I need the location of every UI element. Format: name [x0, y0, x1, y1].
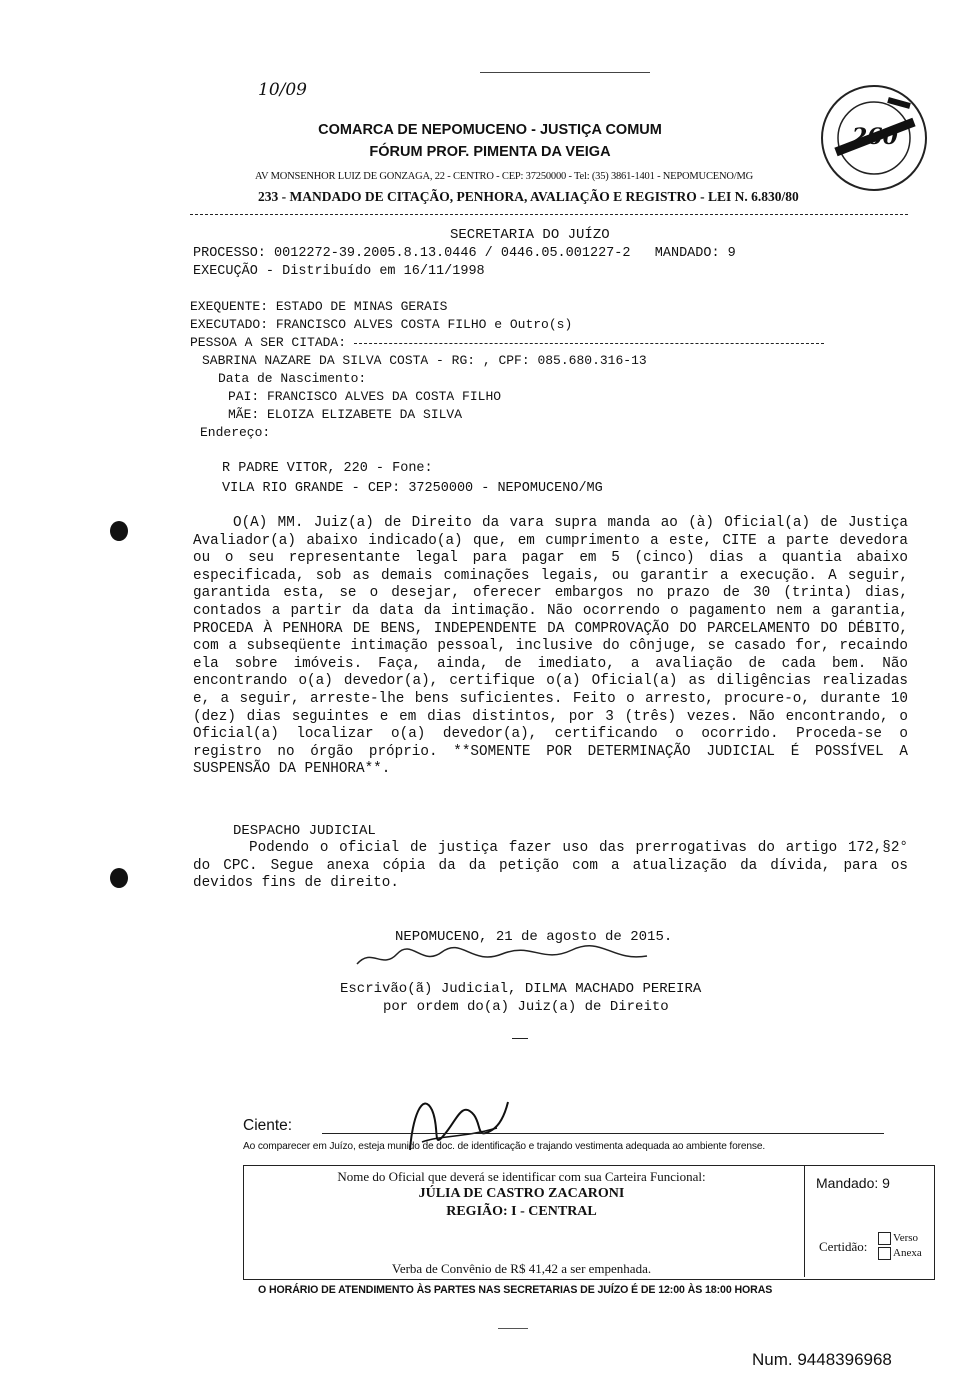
header-divider	[190, 214, 908, 215]
officer-caption: Nome do Oficial que deverá se identificar com sua Carteira Funcional:	[337, 1169, 706, 1184]
ciente-label: Ciente:	[243, 1117, 293, 1134]
handwritten-page-number: 10/09	[258, 80, 307, 100]
officer-name: JÚLIA DE CASTRO ZACARONI	[418, 1186, 625, 1201]
mandate-title: 233 - MANDADO DE CITAÇÃO, PENHORA, AVALIAÇÃO E REGISTRO - LEI N. 6.830/80	[258, 189, 799, 204]
verso-label: Verso	[893, 1232, 919, 1245]
person-divider	[354, 343, 824, 344]
execution-line: EXECUÇÃO - Distribuído em 16/11/1998	[193, 264, 485, 279]
footer-hours: O HORÁRIO DE ATENDIMENTO ÀS PARTES NAS SECRETARIAS DE JUÍZO É DE 12:00 ÀS 18:00 HORAS	[258, 1284, 773, 1296]
stamp-number: 260	[852, 124, 898, 150]
court-name: COMARCA DE NEPOMUCENO - JUSTIÇA COMUM	[318, 122, 662, 138]
court-stamp	[818, 82, 930, 194]
forum-address: AV MONSENHOR LUIZ DE GONZAGA, 22 - CENTRO - CEP: 37250000 - Tel: (35) 3861-1401 - NEPOMUCENO/MG	[255, 171, 753, 182]
street: R PADRE VITOR, 220 - Fone:	[222, 461, 433, 476]
order-line: por ordem do(a) Juiz(a) de Direito	[383, 999, 669, 1015]
date-line: NEPOMUCENO, 21 de agosto de 2015.	[395, 929, 673, 945]
city: VILA RIO GRANDE - CEP: 37250000 - NEPOMUCENO/MG	[222, 481, 603, 496]
address-label: Endereço:	[200, 425, 271, 440]
tick-mark	[512, 1038, 528, 1039]
parties-block	[190, 298, 824, 442]
officer-region: REGIÃO: I - CENTRAL	[446, 1204, 597, 1219]
signature-scribble	[352, 942, 652, 972]
scan-line	[480, 72, 650, 73]
certidao-label: Certidão:	[819, 1239, 868, 1254]
ciente-note: Ao comparecer em Juízo, esteja munido de doc. de identificação e trajando vestimenta adequada ao ambiente forense.	[243, 1141, 766, 1152]
birth-date: Data de Nascimento:	[218, 371, 367, 386]
executado: EXECUTADO: FRANCISCO ALVES COSTA FILHO e Outro(s)	[190, 317, 573, 332]
punch-hole	[110, 521, 128, 541]
exequente: EXEQUENTE: ESTADO DE MINAS GERAIS	[190, 299, 448, 314]
officer-info	[244, 1166, 805, 1277]
forum-name: FÓRUM PROF. PIMENTA DA VEIGA	[369, 144, 611, 160]
process-line: PROCESSO: 0012272-39.2005.8.13.0446 / 0446.05.001227-2 MANDADO: 9	[193, 246, 736, 261]
verba-text: Verba de Convênio de R$ 41,42 a ser empenhada.	[391, 1261, 652, 1276]
clerk-name: Escrivão(ã) Judicial, DILMA MACHADO PEREIRA	[340, 981, 702, 997]
father: PAI: FRANCISCO ALVES DA COSTA FILHO	[228, 389, 502, 404]
despacho-text: Podendo o oficial de justiça fazer uso das prerrogativas do artigo 172,§2° do CPC. Segue anexa cópia da da petição com a atualização da dívida, para os devidos fins de direito.	[193, 840, 908, 892]
punch-hole	[110, 868, 128, 888]
anexa-option[interactable]	[878, 1247, 922, 1260]
person-label: PESSOA A SER CITADA:	[190, 335, 347, 350]
mandado-number: Mandado: 9	[816, 1175, 890, 1191]
body-paragraph: O(A) MM. Juiz(a) de Direito da vara supra manda ao (à) Oficial(a) de Justiça Avaliador(a) abaixo indicado(a) que, em cumprimento a este, CITE a parte devedora ou o seu representante legal para pagar em 5 (cinco) dias a quantia abaixo especificada, sob as demais cominações legais, ou garantir a execução. A seguir, garantida esta, se o desejar, oferecer embargos no prazo de 30 (trinta) dias, contados a partir da data da intimação. Não ocorrendo o pagamento nem a garantia, PROCEDA À PENHORA DE BENS, INDEPENDENTE DA COMPROVAÇÃO DO PARCELAMENTO DO DÉBITO, com a subseqüente intimação pessoal, inclusive do cônjuge, se casado for, recaindo ela sobre imóveis. Faça, ainda, de imediato, a avaliação de cada bem. Não encontrando o(a) devedor(a), certifique o(a) Oficial(a) as diligências realizadas e, a seguir, arreste-lhe bens suficientes. Feito o arresto, procure-o, durante 10 (dez) dias seguintes e em dias distintos, por 3 (três) vezes. Não encontrando, o Oficial(a) localizar o(a) devedor(a), certificando o ocorrido. Proceda-se o registro no órgão próprio. **SOMENTE POR DETERMINAÇÃO JUDICIAL É POSSÍVEL A SUSPENSÃO DA PENHORA**.	[193, 515, 908, 778]
verso-checkbox[interactable]	[878, 1232, 891, 1245]
anexa-label: Anexa	[893, 1247, 922, 1260]
verso-option[interactable]	[878, 1232, 918, 1245]
despacho-title: DESPACHO JUDICIAL	[233, 823, 376, 839]
ciente-line	[322, 1133, 884, 1134]
page-number: Num. 9448396968	[752, 1350, 892, 1369]
tick-mark	[498, 1328, 528, 1329]
mother: MÃE: ELOIZA ELIZABETE DA SILVA	[228, 407, 463, 422]
officer-box	[243, 1165, 935, 1280]
person-name: SABRINA NAZARE DA SILVA COSTA - RG: , CPF: 085.680.316-13	[202, 353, 647, 368]
anexa-checkbox[interactable]	[878, 1247, 891, 1260]
secretariat: SECRETARIA DO JUÍZO	[450, 227, 610, 243]
